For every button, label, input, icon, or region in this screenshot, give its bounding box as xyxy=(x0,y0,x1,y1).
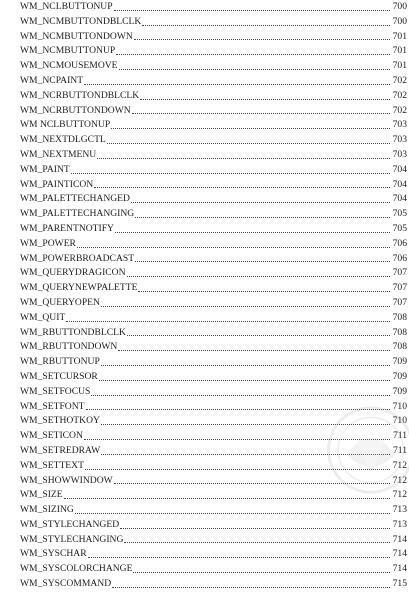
dot-leader xyxy=(120,528,390,529)
dot-leader xyxy=(94,187,390,188)
index-page-number: 714 xyxy=(392,563,407,575)
index-entry xyxy=(20,178,407,193)
index-term: WM_NCMBUTTONDOWN xyxy=(20,30,133,42)
index-term: WM_NCMOUSEMOVE xyxy=(20,60,118,72)
index-entry xyxy=(20,266,407,281)
index-page-number: 702 xyxy=(392,104,407,116)
index-term: WM_PAINT xyxy=(20,163,70,175)
index-entry xyxy=(20,414,407,429)
index-entry xyxy=(20,252,407,267)
index-term: WM_NCMBUTTONUP xyxy=(20,45,116,57)
index-entry xyxy=(20,503,407,518)
index-entry xyxy=(20,281,407,296)
index-entry xyxy=(20,237,407,252)
dot-leader xyxy=(77,247,390,248)
dot-leader xyxy=(142,25,390,26)
dot-leader xyxy=(101,365,390,366)
index-page-number: 706 xyxy=(392,237,407,249)
index-term: WM_SIZE xyxy=(20,489,63,501)
dot-leader xyxy=(131,202,390,203)
dot-leader xyxy=(116,54,390,55)
index-term: WM_SETTEXT xyxy=(20,459,84,471)
index-page-number: 703 xyxy=(392,148,407,160)
index-term: WM_PALETTECHANGED xyxy=(20,193,130,205)
index-term: WM_PALETTECHANGING xyxy=(20,208,135,220)
index-term: WM_QUIT xyxy=(20,311,66,323)
index-entry xyxy=(20,547,407,562)
dot-leader xyxy=(124,542,390,543)
index-entry xyxy=(20,533,407,548)
index-entry xyxy=(20,370,407,385)
dot-leader xyxy=(119,69,390,70)
index-entry xyxy=(20,222,407,237)
index-term: WM_SHOWWINDOW xyxy=(20,474,113,486)
index-page-number: 709 xyxy=(392,370,407,382)
dot-leader xyxy=(114,483,390,484)
index-entry xyxy=(20,133,407,148)
index-page-number: 708 xyxy=(392,341,407,353)
index-page-number: 714 xyxy=(392,548,407,560)
index-term: WM_QUERYOPEN xyxy=(20,296,100,308)
index-term: WM_RBUTTONDBLCLK xyxy=(20,326,126,338)
index-term: WM_QUERYNEWPALETTE xyxy=(20,282,138,294)
index-page-number: 711 xyxy=(392,430,407,442)
dot-leader xyxy=(127,335,390,336)
index-term: WM_SETCURSOR xyxy=(20,370,98,382)
index-entry xyxy=(20,577,407,592)
index-page-number: 711 xyxy=(392,444,407,456)
dot-leader xyxy=(88,557,390,558)
dot-leader xyxy=(138,291,390,292)
index-term: WM_POWERBROADCAST xyxy=(20,252,135,264)
index-term: WM_RBUTTONUP xyxy=(20,356,100,368)
index-page-number: 708 xyxy=(392,326,407,338)
index-term: WM_NCRBUTTONDBLCLK xyxy=(20,89,140,101)
index-page-number: 702 xyxy=(392,89,407,101)
index-page-number: 701 xyxy=(392,60,407,72)
dot-leader xyxy=(114,10,390,11)
index-page-number: 705 xyxy=(392,208,407,220)
dot-leader xyxy=(112,587,390,588)
dot-leader xyxy=(101,306,390,307)
dot-leader xyxy=(101,454,390,455)
dot-leader xyxy=(140,99,390,100)
dot-leader xyxy=(97,158,390,159)
index-page-number: 712 xyxy=(392,489,407,501)
index-entry xyxy=(20,163,407,178)
index-page-number: 703 xyxy=(392,119,407,131)
dot-leader xyxy=(66,321,390,322)
dot-leader xyxy=(107,143,390,144)
dot-leader xyxy=(135,261,390,262)
index-entry xyxy=(20,326,407,341)
index-entry xyxy=(20,104,407,119)
index-term: WM_SYSCHAR xyxy=(20,548,87,560)
index-list xyxy=(20,0,407,592)
index-term: WM NCLBUTTONUP xyxy=(20,119,111,131)
index-term: WM_SETHOTKOY xyxy=(20,415,100,427)
index-page-number: 705 xyxy=(392,222,407,234)
dot-leader xyxy=(135,217,390,218)
index-page-number: 713 xyxy=(392,518,407,530)
index-term: WM_SETICON xyxy=(20,430,83,442)
dot-leader xyxy=(132,113,390,114)
dot-leader xyxy=(118,350,390,351)
index-page-number: 707 xyxy=(392,296,407,308)
index-entry xyxy=(20,488,407,503)
index-entry xyxy=(20,59,407,74)
index-page-number: 704 xyxy=(392,178,407,190)
index-term: WM_SIZING xyxy=(20,504,74,516)
index-term: WM_SYSCOLORCHANGE xyxy=(20,563,133,575)
index-page-number: 709 xyxy=(392,385,407,397)
dot-leader xyxy=(115,232,390,233)
index-term: WM_STYLECHANGED xyxy=(20,518,120,530)
dot-leader xyxy=(91,395,390,396)
index-entry xyxy=(20,296,407,311)
index-term: WM_NCLBUTTONUP xyxy=(20,1,113,12)
index-page-number: 701 xyxy=(392,30,407,42)
index-term: WM_POWER xyxy=(20,237,76,249)
dot-leader xyxy=(64,498,390,499)
index-term: WM_NEXTDLGCTL xyxy=(20,134,106,146)
index-page-number: 706 xyxy=(392,252,407,264)
dot-leader xyxy=(99,380,390,381)
index-page-number: 704 xyxy=(392,193,407,205)
index-page-number: 712 xyxy=(392,474,407,486)
index-term: WM_SETREDRAW xyxy=(20,444,101,456)
index-entry xyxy=(20,30,407,45)
index-page-number: 707 xyxy=(392,282,407,294)
index-page-number: 708 xyxy=(392,311,407,323)
index-entry xyxy=(20,44,407,59)
index-entry xyxy=(20,474,407,489)
dot-leader xyxy=(134,39,390,40)
index-page-number: 704 xyxy=(392,163,407,175)
index-entry xyxy=(20,118,407,133)
index-term: WM_NEXTMENU xyxy=(20,148,97,160)
index-term: WM_NCMBUTTONDBLCLK xyxy=(20,15,142,27)
index-page-number: 703 xyxy=(392,134,407,146)
dot-leader xyxy=(85,469,390,470)
dot-leader xyxy=(71,173,390,174)
index-page-number: 714 xyxy=(392,533,407,545)
index-entry xyxy=(20,518,407,533)
index-entry xyxy=(20,74,407,89)
dot-leader xyxy=(84,84,390,85)
index-term: WM_PARENTNOTIFY xyxy=(20,222,114,234)
index-page-number: 700 xyxy=(392,15,407,27)
index-entry xyxy=(20,192,407,207)
index-page-number: 715 xyxy=(392,578,407,590)
index-page-number: 709 xyxy=(392,356,407,368)
index-entry xyxy=(20,385,407,400)
dot-leader xyxy=(101,424,390,425)
index-term: WM_SETFOCUS xyxy=(20,385,91,397)
index-entry xyxy=(20,207,407,222)
index-term: WM_PAINTICON xyxy=(20,178,94,190)
index-term: WM_STYLECHANGING xyxy=(20,533,124,545)
dot-leader xyxy=(111,128,390,129)
index-entry xyxy=(20,148,407,163)
index-page-number: 710 xyxy=(392,400,407,412)
index-page-number: 701 xyxy=(392,45,407,57)
index-page-number: 712 xyxy=(392,459,407,471)
dot-leader xyxy=(86,409,391,410)
index-entry xyxy=(20,562,407,577)
index-entry xyxy=(20,0,407,15)
index-page-number: 713 xyxy=(392,504,407,516)
index-entry xyxy=(20,444,407,459)
index-entry xyxy=(20,400,407,415)
index-term: WM_SETFONT xyxy=(20,400,85,412)
index-term: WM_RBUTTONDOWN xyxy=(20,341,118,353)
index-entry xyxy=(20,429,407,444)
index-entry xyxy=(20,15,407,30)
index-entry xyxy=(20,355,407,370)
index-term: WM_QUERYDRAGICON xyxy=(20,267,126,279)
index-page-number: 707 xyxy=(392,267,407,279)
dot-leader xyxy=(84,439,390,440)
dot-leader xyxy=(75,513,390,514)
index-page-number: 700 xyxy=(392,1,407,12)
index-entry xyxy=(20,89,407,104)
index-term: WM_NCRBUTTONDOWN xyxy=(20,104,131,116)
dot-leader xyxy=(127,276,390,277)
index-entry xyxy=(20,340,407,355)
index-entry xyxy=(20,459,407,474)
dot-leader xyxy=(133,572,390,573)
index-term: WM_SYSCOMMAND xyxy=(20,578,112,590)
index-page-number: 702 xyxy=(392,74,407,86)
index-entry xyxy=(20,311,407,326)
index-term: WM_NCPAINT xyxy=(20,74,84,86)
index-page-number: 710 xyxy=(392,415,407,427)
